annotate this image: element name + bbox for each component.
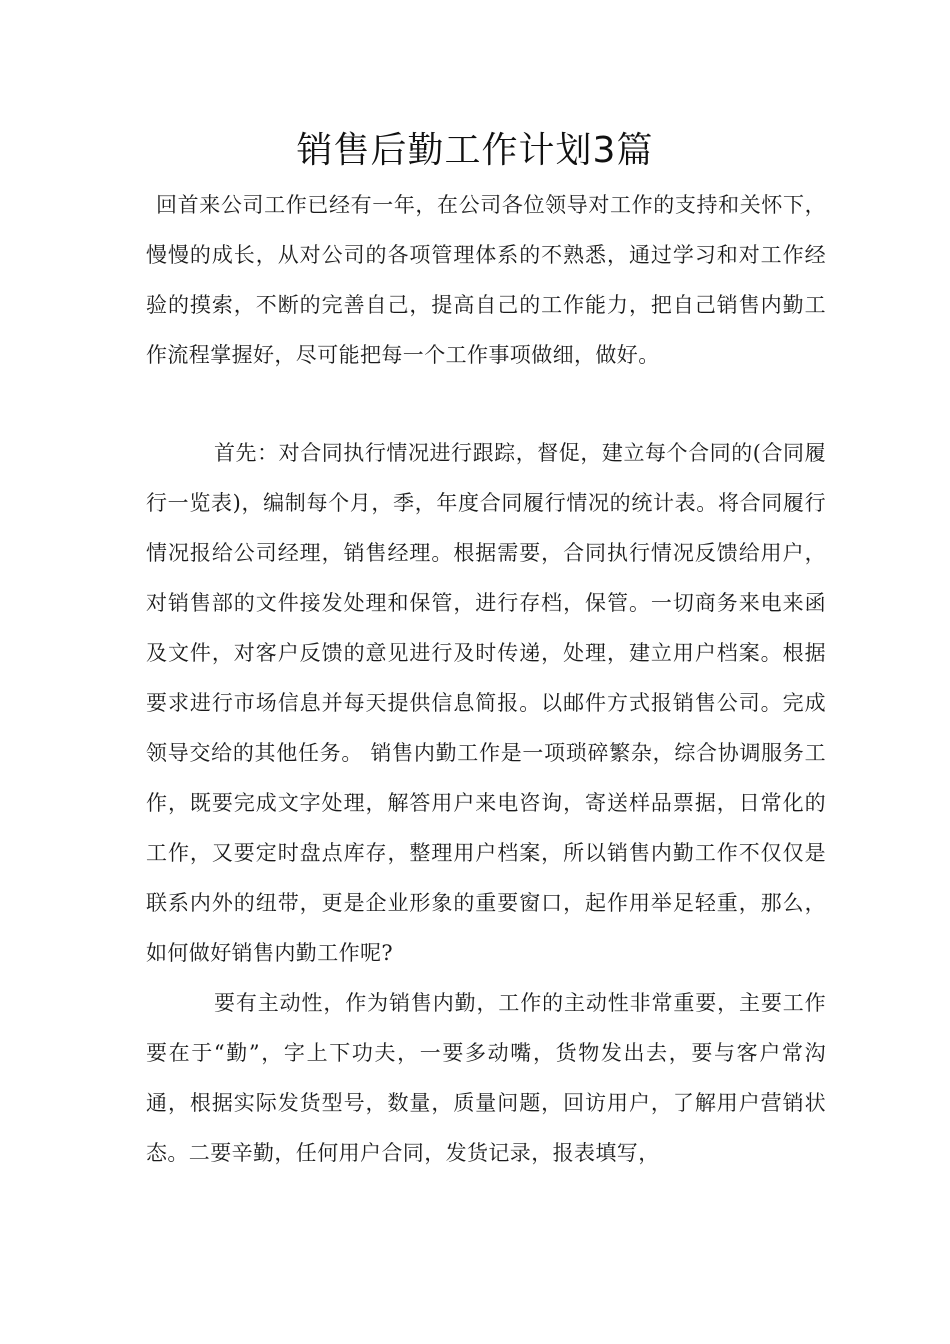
paragraph-initiative: 要有主动性，作为销售内勤，工作的主动性非常重要，主要工作要在于“勤”，字上下功夫，一要多动嘴，货物发出去，要与客户常沟通，根据实际发货型号，数量，质量问题，回访用户，了解用户营销状态。二要辛勤，任何用户合同，发货记录，报表填写，	[146, 991, 826, 1165]
document-body	[146, 180, 826, 1178]
paragraph-first-duties: 首先：对合同执行情况进行跟踪，督促，建立每个合同的(合同履行一览表)，编制每个月，季，年度合同履行情况的统计表。将合同履行情况报给公司经理，销售经理。根据需要，合同执行情况反馈给用户，对销售部的文件接发处理和保管，进行存档，保管。一切商务来电来函及文件，对客户反馈的意见进行及时传递，处理，建立用户档案。根据要求进行市场信息并每天提供信息简报。以邮件方式报销售公司。完成领导交给的其他任务。 销售内勤工作是一项琐碎繁杂，综合协调服务工作，既要完成文字处理，解答用户来电咨询，寄送样品票据，日常化的工作，又要定时盘点库存，整理用户档案，所以销售内勤工作不仅仅是联系内外的纽带，更是企业形象的重要窗口，起作用举足轻重，那么，如何做好销售内勤工作呢?	[146, 441, 826, 965]
paragraph-intro: 回首来公司工作已经有一年，在公司各位领导对工作的支持和关怀下，慢慢的成长，从对公司的各项管理体系的不熟悉，通过学习和对工作经验的摸索，不断的完善自己，提高自己的工作能力，把自己销售内勤工作流程掌握好，尽可能把每一个工作事项做细，做好。	[146, 193, 826, 367]
document-title: 销售后勤工作计划3篇	[296, 130, 654, 171]
